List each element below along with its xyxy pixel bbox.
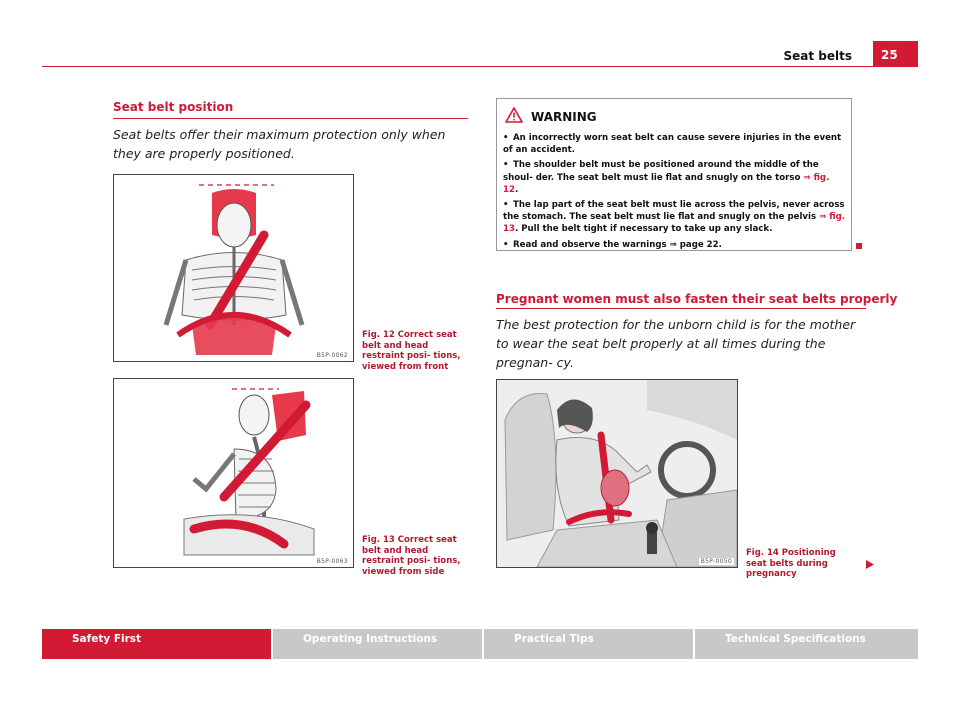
footer-tab-practical-tips[interactable]: Practical Tips: [484, 629, 693, 659]
figure-14-frame: [496, 379, 738, 568]
figure-13-code: B5P-0063: [316, 558, 348, 565]
warning-item: • The lap part of the seat belt must lie across the pelvis, never across the stomach. The seat belt must lie flat and snugly on the pelvis ⇒ fig. 13. Pull the belt tight if necessary to take up any slack.: [503, 200, 846, 235]
chapter-title: Seat belts: [783, 49, 852, 63]
figure-12-frame: [113, 174, 354, 362]
skeleton-side-illustration: [114, 379, 353, 567]
footer-tab-safety-first[interactable]: Safety First: [42, 629, 271, 659]
figure-13-link[interactable]: ⇒ fig. 13: [503, 212, 846, 235]
warning-title: WARNING: [531, 110, 597, 124]
warning-item: • An incorrectly worn seat belt can cause severe injuries in the event of an accident.: [503, 133, 842, 156]
footer-tab-operating-instructions[interactable]: Operating Instructions: [273, 629, 482, 659]
warning-item: • Read and observe the warnings ⇒ page 22.: [503, 239, 722, 250]
section-heading-rule: [113, 118, 468, 119]
section-heading-seat-belt-position: Seat belt position: [113, 100, 234, 114]
section-heading-pregnant-women: Pregnant women must also fasten their seat belts properly: [496, 292, 898, 306]
warning-triangle-icon: [505, 107, 523, 123]
section-lead-text: The best protection for the unborn child is for the mother to wear the seat belt properly at all times during the pregnan- cy.: [496, 317, 856, 370]
pregnant-driver-illustration: [497, 380, 737, 567]
figure-14-caption: Fig. 14 Positioning seat belts during pregnancy: [746, 548, 836, 579]
figure-12-code: B5P-0062: [316, 352, 348, 359]
figure-12-link[interactable]: ⇒ fig. 12: [503, 172, 830, 195]
footer-tab-technical-specifications[interactable]: Technical Specifications: [695, 629, 918, 659]
figure-12-caption: Fig. 12 Correct seat belt and head restraint posi- tions, viewed from front: [362, 330, 461, 372]
warning-item: • The shoulder belt must be positioned around the middle of the shoul- der. The seat belt must lie flat and snugly on the torso ⇒ fig. 12.: [503, 160, 830, 195]
figure-13-caption: Fig. 13 Correct seat belt and head restraint posi- tions, viewed from side: [362, 535, 461, 577]
continue-arrow-icon: [866, 560, 874, 569]
figure-13-frame: [113, 378, 354, 568]
skeleton-front-illustration: [114, 175, 353, 361]
header-rule: [42, 66, 918, 67]
section-end-marker: [856, 243, 862, 249]
section-heading-rule: [496, 308, 866, 309]
warning-list: [503, 132, 847, 254]
section-lead-text: Seat belts offer their maximum protection only when they are properly positioned.: [113, 127, 446, 161]
page-number: 25: [873, 41, 918, 67]
figure-14-code: B5P-0050: [700, 558, 732, 565]
